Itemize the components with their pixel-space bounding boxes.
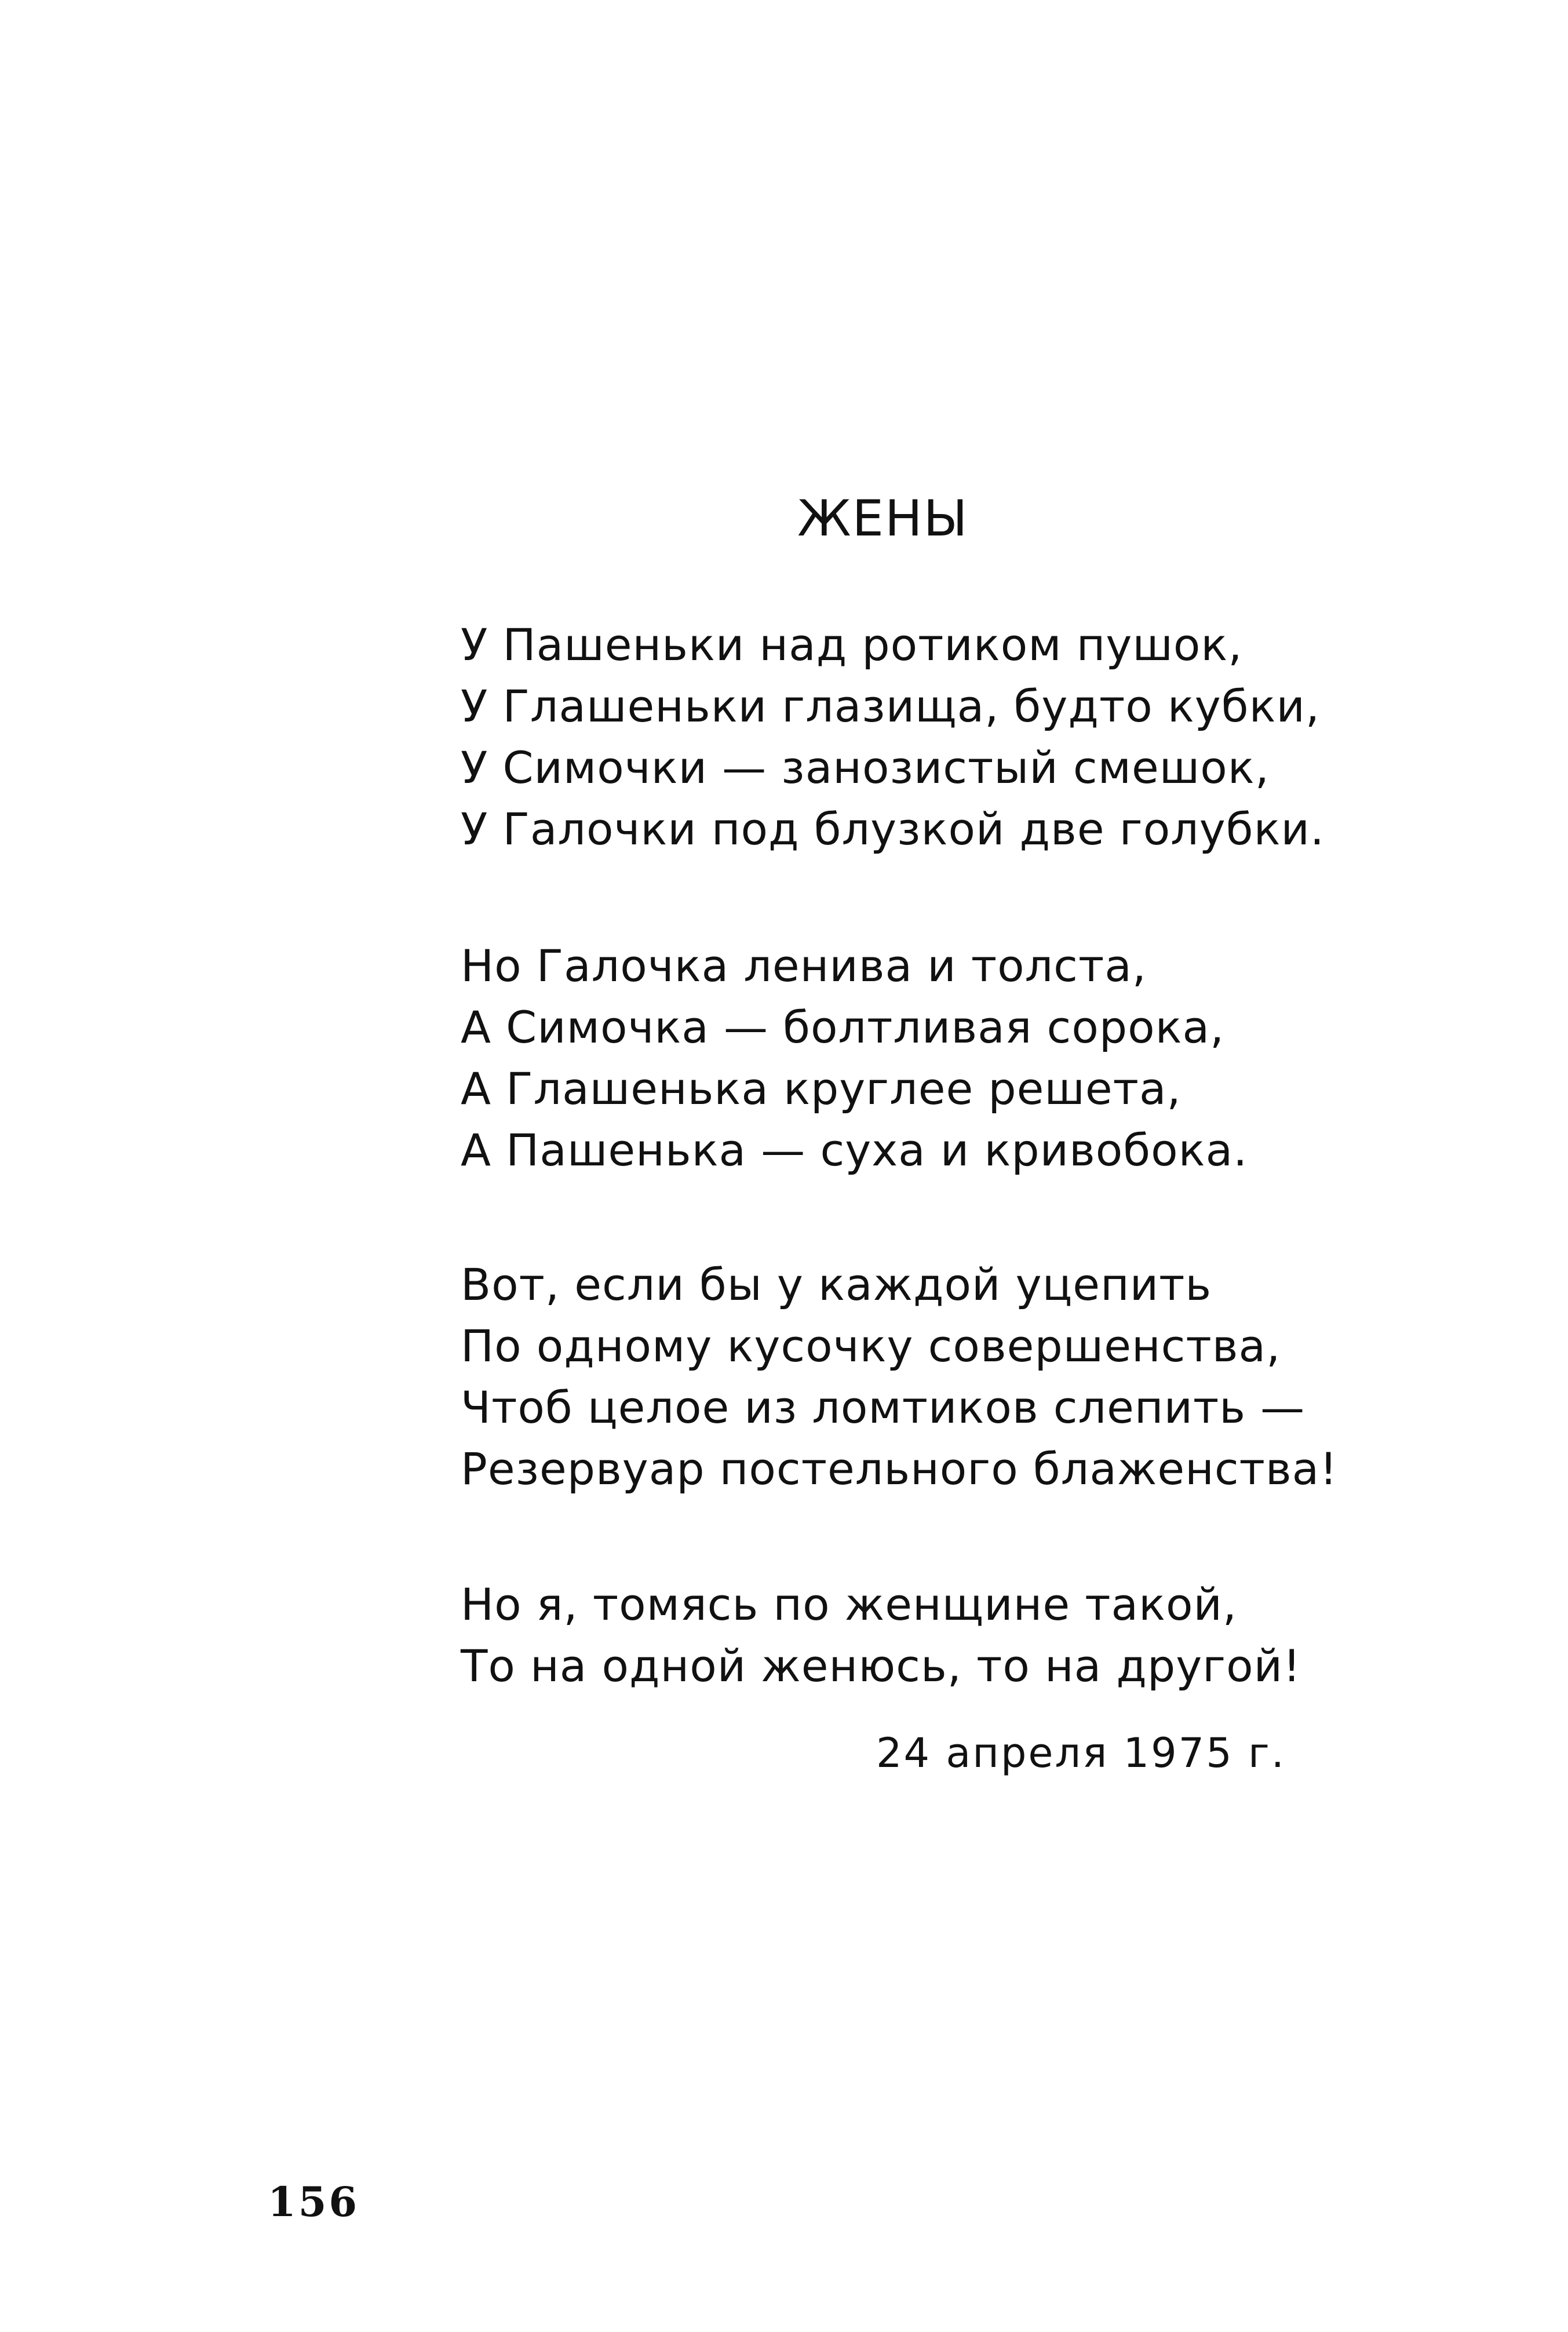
poem-line: А Симочка — болтливая сорока, (461, 1001, 1225, 1053)
stanza-3 (461, 1254, 1338, 1500)
poem-line: У Глашеньки глазища, будто кубки, (461, 680, 1321, 732)
poem-line: Но я, томясь по женщине такой, (461, 1579, 1238, 1630)
poem-line: У Галочки под блузкой две голубки. (461, 803, 1325, 855)
poem-line: То на одной женюсь, то на другой! (461, 1640, 1301, 1692)
poem-line: У Пашеньки над ротиком пушок, (461, 619, 1243, 671)
poem-line: По одному кусочку совершенства, (461, 1320, 1281, 1372)
stanza-1 (461, 614, 1330, 860)
poem-line: А Глашенька круглее решета, (461, 1063, 1182, 1114)
poem-line: Чтоб целое из ломтиков слепить — (461, 1382, 1306, 1433)
poem-line: Резервуар постельного блаженства! (461, 1443, 1338, 1495)
poem-line: А Пашенька — суха и кривобока. (461, 1124, 1248, 1176)
poem-title: ЖЕНЫ (797, 490, 969, 548)
poem-line: Но Галочка ленива и толста, (461, 940, 1147, 992)
poem-line: У Симочки — занозистый смешок, (461, 742, 1270, 793)
page-number: 156 (268, 2178, 360, 2226)
poem-line: Вот, если бы у каждой уцепить (461, 1259, 1212, 1310)
stanza-2 (461, 935, 1330, 1181)
stanza-4 (461, 1574, 1330, 1697)
poem-date: 24 апреля 1975 г. (876, 1729, 1286, 1777)
poem-body (461, 614, 1338, 1697)
